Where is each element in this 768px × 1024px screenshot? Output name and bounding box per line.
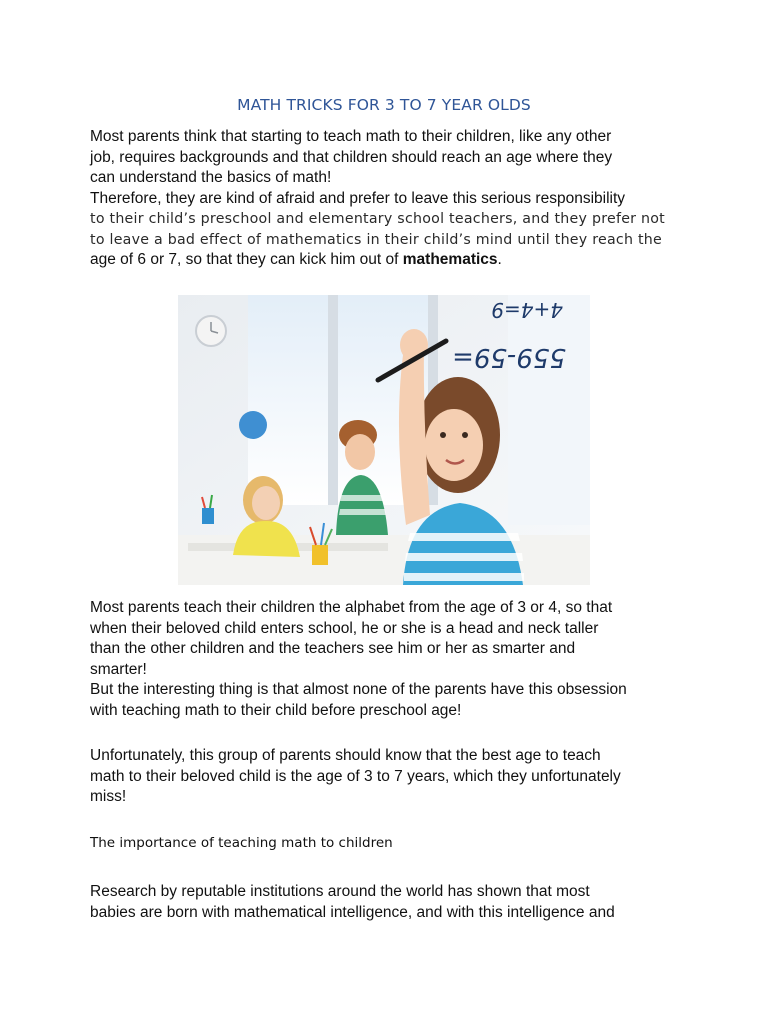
girl-face (252, 486, 280, 520)
text-line: math to their beloved child is the age of 3 to 7 years, which they unfortunately (90, 767, 621, 785)
classroom-photo (178, 295, 590, 585)
document-title: MATH TRICKS FOR 3 TO 7 YEAR OLDS (237, 96, 531, 114)
text-line: miss! (90, 788, 127, 805)
boy-face (345, 434, 375, 470)
text-line: to leave a bad effect of mathematics in their child’s mind until they reach the (90, 231, 662, 248)
text-line: Research by reputable institutions around the world has shown that most (90, 883, 590, 900)
pencil-cup (202, 508, 214, 524)
board-equation-top: 4+4=9 (491, 298, 563, 322)
text-line: But the interesting thing is that almost none of the parents have this obsession (90, 681, 627, 698)
board-equation-bottom: 559-59= (452, 342, 566, 372)
window-right (508, 295, 590, 525)
paragraph-alphabet (90, 598, 690, 721)
text-line: can understand the basics of math! (90, 169, 332, 186)
text-line: Most parents think that starting to teach math to their children, like any other (90, 128, 612, 145)
bold-word: mathematics (402, 251, 498, 268)
paragraph-best-age (90, 746, 690, 808)
globe-icon (239, 411, 267, 439)
intro-paragraph (90, 127, 690, 271)
section-heading: The importance of teaching math to children (90, 835, 393, 851)
text-line: job, requires backgrounds and that children should reach an age where they (90, 148, 613, 166)
text-line: babies are born with mathematical intelligence, and with this intelligence and (90, 903, 615, 921)
pencil-cup (312, 545, 328, 565)
text-line: when their beloved child enters school, he or she is a head and neck taller (90, 619, 599, 637)
text-line: with teaching math to their child before preschool age! (90, 701, 462, 719)
text-line: Most parents teach their children the alphabet from the age of 3 or 4, so that (90, 599, 613, 616)
text-line: smarter! (90, 660, 147, 678)
paragraph-research (90, 882, 690, 923)
text-line: to their child’s preschool and elementary school teachers, and they prefer not (90, 211, 665, 227)
text-segment: age of 6 or 7, so that they can kick him out of (90, 251, 403, 268)
text-segment: . (497, 251, 502, 268)
classroom-illustration (178, 295, 590, 585)
main-girl-face (425, 409, 483, 481)
text-line (90, 250, 690, 271)
text-line: Therefore, they are kind of afraid and prefer to leave this serious responsibility (90, 189, 626, 207)
text-line: than the other children and the teachers see him or her as smarter and (90, 640, 576, 657)
window-left (248, 295, 328, 505)
text-line: Unfortunately, this group of parents should know that the best age to teach (90, 747, 601, 764)
